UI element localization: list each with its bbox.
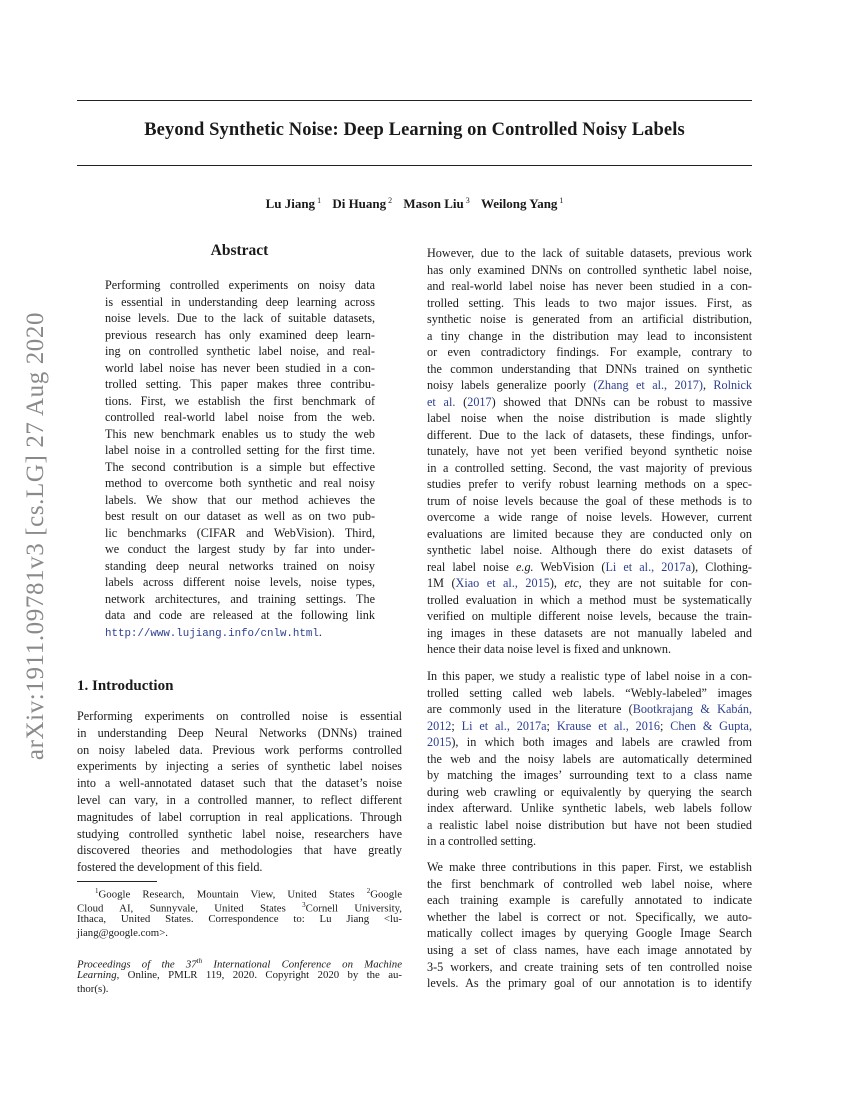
text-line: labels across different noise levels, noise types, [105,575,375,589]
text-line: The second contribution is a simple but effective [105,459,375,474]
citation-link[interactable]: Rolnick [713,378,753,392]
text-line: studying controlled synthetic label noise, researchers have [77,826,402,841]
citation-link[interactable]: (Zhang et al., 2017) [593,378,703,392]
text-line: method to overcome both synthetic and real noisy [105,476,375,490]
text-line: using a set of class names, have each image annotated by [427,943,752,957]
citation-link[interactable]: Chen & Gupta, [670,718,753,733]
text-line: matically collect images by querying Google Image Search [427,926,752,941]
text-line: label noise in a controlled setting for the first time. [105,443,375,457]
arxiv-identifier: arXiv:1911.09781v3 [cs.LG] 27 Aug 2020 [22,311,49,761]
citation-link[interactable]: 2017 [467,394,492,409]
text-line: on noisy labeled data. Previous work performs controlled [77,742,402,757]
title-bottom-rule [77,165,752,166]
text-line: level can vary, in a controlled manner, to reflect different [77,793,402,807]
citation-link[interactable]: Li et al., 2017a [605,559,692,574]
text-line: each training example is carefully annotated to indicate [427,893,752,908]
text-line: best result on our dataset as well as on two pub- [105,509,375,523]
text-line: in understanding Deep Neural Networks (DNNs) trained [77,725,402,740]
footnote-rule [77,881,157,882]
text-line: the first benchmark of controlled web label noise, where [427,876,752,891]
author: Weilong Yang $^1$ [480,196,564,212]
text-line: experiments by injecting a series of synthetic label noises [77,759,402,774]
citation-link[interactable]: et al. [427,394,456,409]
author: Lu Jiang $^1$ [265,196,322,212]
text-line: network architectures, and training settings. The [105,591,375,606]
text-line: discovered theories and methodologies that have greatly [77,843,402,858]
text-line: noise levels. Due to the lack of suitable datasets, [105,311,375,325]
abstract-link-line: http://www.lujiang.info/cnlw.html. [105,625,322,640]
text-line: tions. First, we establish the first benchmark of [105,393,375,408]
citation-link[interactable]: Li et al., 2017a [461,718,547,733]
citation-link[interactable]: 2012 [427,718,452,733]
text-line: into a well-annotated dataset such that the dataset’s noise [77,776,402,791]
text-line: controlled real-world label noise from the web. [105,410,375,424]
author: Mason Liu $^3$ [403,196,470,212]
text-line: trolled setting. This paper makes three contribu- [105,377,375,391]
text-line: standing deep neural networks trained on noisy [105,558,375,573]
abstract-heading: Abstract [210,242,269,259]
abstract-link[interactable]: http://www.lujiang.info/cnlw.html [105,628,319,640]
text-line: magnitudes of label corruption in real applications. Through [77,809,402,824]
text-line: we conduct the largest study by far into under- [105,542,375,556]
introduction-heading: 1. Introduction [77,678,174,694]
text-line: levels. As the primary goal of our annotation is to identify [427,976,752,991]
citation-link[interactable]: Bootkrajang & Kabán, [632,702,752,716]
author: Di Huang $^2$ [332,196,393,212]
paper-title: Beyond Synthetic Noise: Deep Learning on Controlled Noisy Labels [144,120,685,140]
text-line: is essential in understanding deep learning across [105,294,375,309]
text-line: ing on controlled synthetic label noise, and real- [105,344,375,358]
text-line: Performing controlled experiments on noisy data [105,278,375,292]
text-line: whether the label is correct or not. Specifically, we auto- [427,909,752,924]
text-line: fostered the development of this field. [77,860,263,875]
text-line: 3-5 workers, and create training sets of ten controlled noise [427,959,752,974]
author-list [77,196,752,212]
text-line: world label noise has never been studied in a con- [105,360,375,375]
top-rule [77,100,752,101]
text-line: data and code are released at the following link [105,608,375,622]
citation-link[interactable]: Xiao et al., 2015 [455,576,550,590]
text-line: Performing experiments on controlled noise is essential [77,709,402,723]
citation-link[interactable]: Krause et al., 2016 [556,718,660,733]
citation-link[interactable]: 2015 [427,735,452,749]
text-line: labels. We show that our method achieves the [105,492,375,507]
text-line: previous research has only examined deep learn- [105,327,375,342]
text-line: We make three contributions in this paper. First, we establish [427,860,752,874]
text-line: This new benchmark enables us to study the web [105,426,375,441]
text-line: lic benchmarks (CIFAR and WebVision). Third, [105,525,375,540]
